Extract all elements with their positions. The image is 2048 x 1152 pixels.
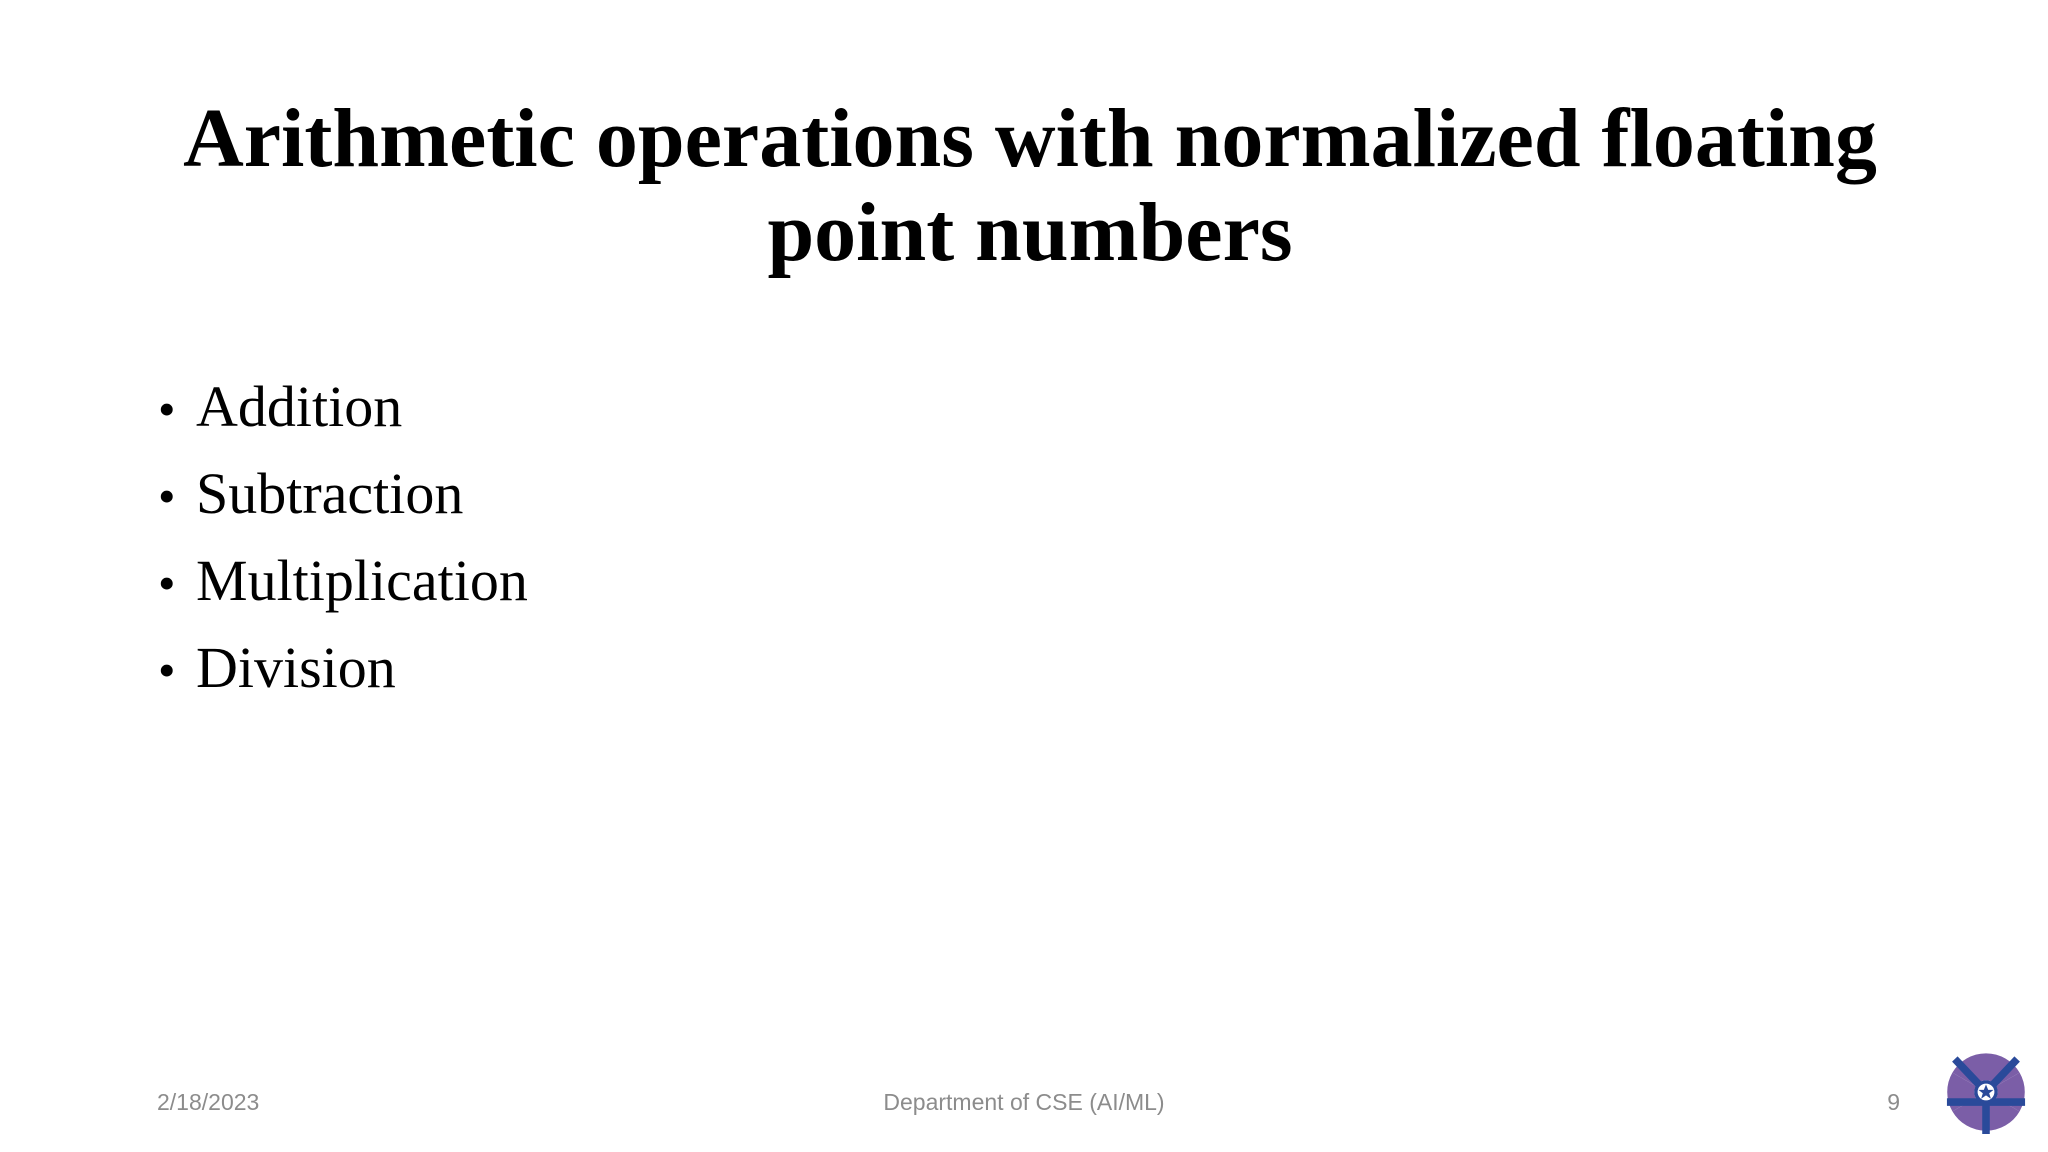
bullet-text-addition: Addition [196, 374, 403, 439]
bullet-icon: • [158, 381, 176, 437]
list-item [158, 633, 528, 720]
list-item [158, 372, 528, 459]
slide-title: Arithmetic operations with normalized floating point numbers [183, 92, 1877, 279]
footer-date: 2/18/2023 [157, 1089, 260, 1115]
bullet-text-subtraction: Subtraction [196, 461, 464, 526]
slide-number: 9 [1887, 1089, 1900, 1115]
bullet-icon: • [158, 642, 176, 698]
footer-department: Department of CSE (AI/ML) [883, 1089, 1165, 1115]
bullet-list [158, 372, 528, 720]
list-item [158, 459, 528, 546]
list-item [158, 546, 528, 633]
bullet-icon: • [158, 468, 176, 524]
bullet-text-division: Division [196, 635, 396, 700]
bullet-icon: • [158, 555, 176, 611]
institution-emblem-icon [1944, 1050, 2028, 1134]
bullet-text-multiplication: Multiplication [196, 548, 528, 613]
